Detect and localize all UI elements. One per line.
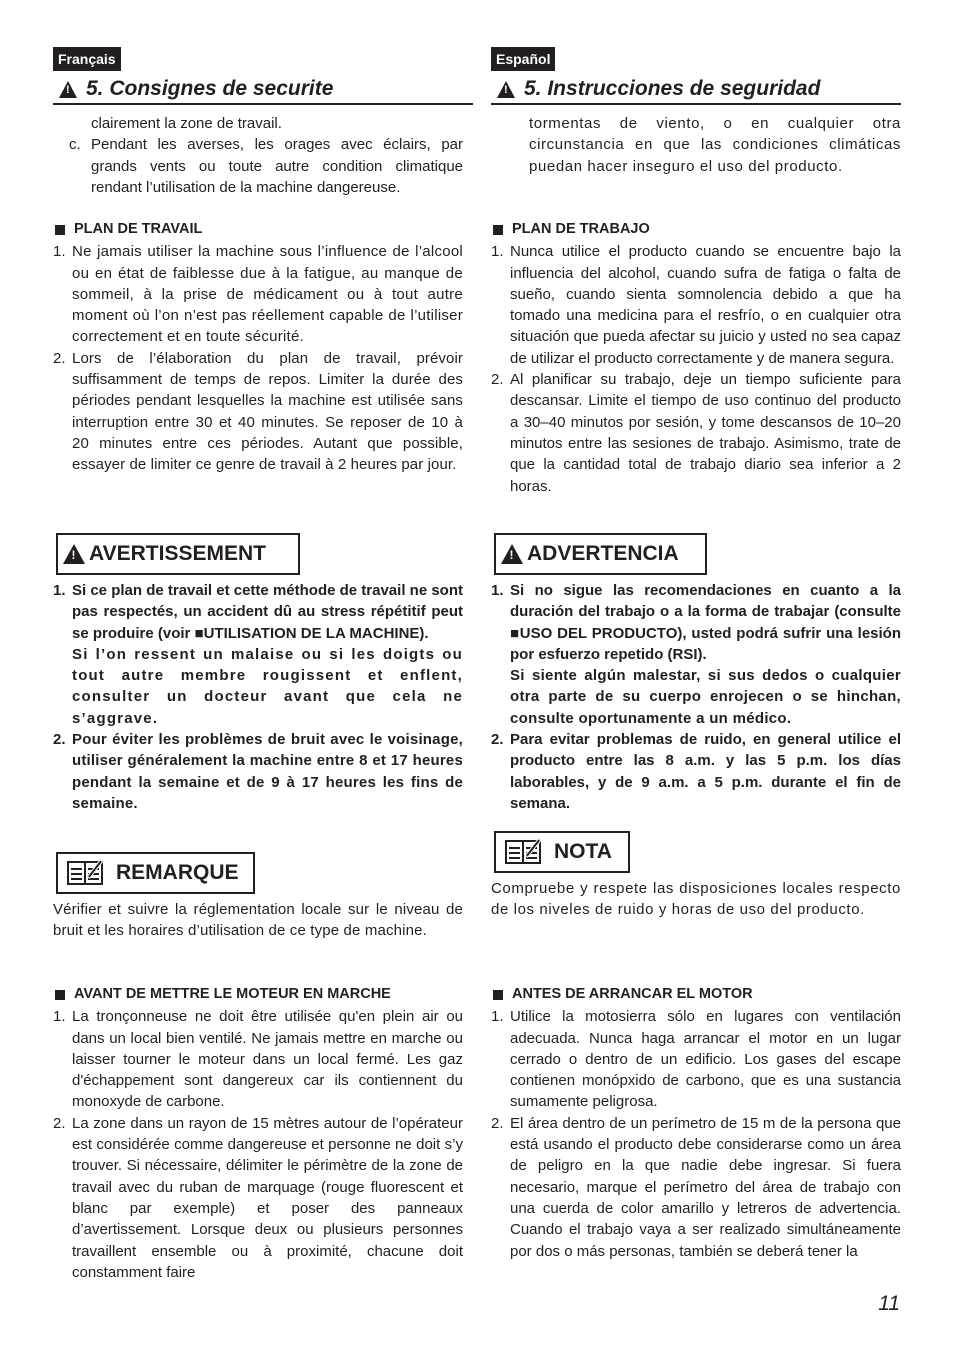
language-tag-french: Français (53, 47, 121, 71)
warning-label: ADVERTENCIA (527, 542, 679, 566)
warning-content (53, 580, 463, 814)
item-number: 1. (53, 582, 66, 599)
before-start-section (491, 984, 901, 1262)
square-bullet-icon (55, 225, 65, 235)
warning-triangle-icon (501, 544, 523, 564)
book-note-icon (505, 838, 545, 866)
list-item (53, 729, 463, 814)
list-item (53, 1006, 463, 1112)
intro-continuation: tormentas de viento, o en cualquier otra circunstancia en que las condiciones climáticas puedan hacer inseguro el uso del producto. (529, 115, 901, 175)
before-heading (53, 984, 463, 1005)
item-text: Si ce plan de travail et cette méthode de travail ne sont pas respectés, un accident dû au stress répétitif peut se produire (voir ■UTILISATION DE LA MACHINE). (72, 582, 463, 642)
section-title-french (53, 75, 473, 105)
list-item (491, 1006, 901, 1112)
book-note-icon (67, 859, 107, 887)
item-text: Utilice la motosierra sólo en lugares con ventilación adecuada. Nunca haga arrancar el motor en un lugar cerrado o dentro de un edificio. Los gases del escape contienen monópxido de carbono, que es una sustancia sumamente peligrosa. (510, 1008, 901, 1111)
item-number: 2. (491, 731, 504, 749)
page-number: 11 (878, 1292, 900, 1315)
list-item (491, 580, 901, 665)
warning-box (56, 533, 300, 575)
section-title-text: 5. Consignes de securite (86, 77, 334, 100)
list-item (491, 241, 901, 369)
list-item (53, 241, 463, 347)
item-number: 2. (53, 1114, 66, 1132)
warning-label: AVERTISSEMENT (89, 542, 266, 566)
warning-content (491, 580, 901, 814)
warning-triangle-icon (497, 81, 515, 98)
item-number: 2. (53, 731, 66, 749)
item-text: Ne jamais utiliser la machine sous l’influence de l’alcool ou en état de faiblesse due à la fatigue, au manque de sommeil, à la prise de médicament ou à tout autre moment où l’on n’est pas réellement capable de l’utiliser correctement et en toute sécurité. (72, 243, 463, 346)
item-letter: c. (69, 136, 81, 154)
item-text: La tronçonneuse ne doit être utilisée qu'en plein air ou dans un local bien ventilé. Ne jamais mettre en marche ou laisser tourner le moteur dans un local fermé. Les gaz d'échappement sont dangereux car ils contiennent du monoxyde de carbone. (72, 1008, 463, 1111)
item-number: 1. (491, 243, 504, 261)
plan-heading-text: PLAN DE TRAVAIL (74, 221, 203, 237)
list-item (491, 1113, 901, 1262)
section-title-text: 5. Instrucciones de seguridad (524, 77, 821, 100)
plan-heading-text: PLAN DE TRABAJO (512, 221, 650, 237)
note-text: Vérifier et suivre la réglementation locale sur le niveau de bruit et les horaires d’utilisation de ce type de machine. (53, 901, 463, 940)
item-text: Nunca utilice el producto cuando se encuentre bajo la influencia del alcohol, cuando sufra de fatiga o falta de sueño, cuando sienta somnolencia debido a que ha tomado una medicina para el resfrío, o en cualquier otra situación que pueda afectar su juicio y usted no sea capaz de utilizar el producto correctamente y de manera segura. (510, 243, 901, 367)
list-item (491, 729, 901, 814)
square-bullet-icon (493, 990, 503, 1000)
item-text: La zone dans un rayon de 15 mètres autour de l’opérateur est considérée comme dangereuse et personne ne doit s’y trouver. Si nécessaire, délimiter le périmètre de la zone de travail avec du ruban de marquage (rouge fluorescent et blanc par exemple) et poser des panneaux d’avertissement. Lorsque deux ou plusieurs personnes travaillent ensemble ou à proximité, chacune doit constamment faire (72, 1114, 463, 1281)
plan-heading (491, 219, 901, 240)
before-heading (491, 984, 901, 1005)
item-text: Lors de l’élaboration du plan de travail, prévoir suffisamment de temps de repos. Limiter la durée des périodes pendant lesquelles la machine est utilisée sans interruption entre 30 et 40 minutes. Se reposer de 10 à 20 minutes entre ces périodes. Autant que possible, essayer de limiter ce genre de travail à 2 heures par jour. (72, 349, 463, 474)
item-number: 2. (491, 371, 504, 389)
list-item (53, 1113, 463, 1283)
item-text: Para evitar problemas de ruido, en general utilice el producto entre las 8 a.m. y las 5 p.m. los días laborables, y de 9 a.m. a 5 p.m. durante el fin de semana. (510, 731, 901, 812)
plan-heading (53, 219, 463, 240)
before-start-section (53, 984, 463, 1283)
intro-item-c (53, 134, 463, 198)
item-number: 1. (491, 582, 504, 599)
section-title-spanish (491, 75, 901, 105)
note-text: Compruebe y respete las disposiciones locales respecto de los niveles de ruido y horas de uso del producto. (491, 880, 901, 919)
item-continuation: Si siente algún malestar, si sus dedos o cualquier otra parte de su cuerpo enrojecen o se hinchan, consulte oportunamente a un médico. (510, 667, 901, 727)
warning-triangle-icon (59, 81, 77, 98)
before-heading-text: AVANT DE METTRE LE MOTEUR EN MARCHE (74, 986, 391, 1002)
item-number: 1. (491, 1008, 504, 1026)
item-text: Si no sigue las recomendaciones en cuanto a la duración del trabajo o a la forma de trabajar (consulte ■USO DEL PRODUCTO), usted podrá sufrir una lesión por esfuerzo repetido (RSI). (510, 582, 901, 663)
item-text: Pour éviter les problèmes de bruit avec le voisinage, utiliser généralement la machine entre 8 et 17 heures pendant la semaine et de 9 à 17 heures les fins de semaine. (72, 731, 463, 812)
before-heading-text: ANTES DE ARRANCAR EL MOTOR (512, 986, 753, 1002)
item-continuation: Si l’on ressent un malaise ou si les doigts ou tout autre membre rougissent et enflent, consulter un docteur avant que cela ne s’aggrave. (72, 645, 463, 727)
list-item (491, 369, 901, 497)
item-number: 1. (53, 1008, 66, 1026)
plan-section (53, 219, 463, 476)
square-bullet-icon (493, 225, 503, 235)
item-number: 2. (491, 1114, 504, 1132)
square-bullet-icon (55, 990, 65, 1000)
list-item (53, 348, 463, 476)
language-tag-spanish: Español (491, 47, 555, 71)
list-item (53, 580, 463, 644)
item-text: Pendant les averses, les orages avec éclairs, par grands vents ou toute autre condition climatique rendant l’utilisation de la machine dangereuse. (91, 136, 463, 196)
item-number: 2. (53, 349, 66, 367)
intro-b-continuation: clairement la zone de travail. (91, 115, 282, 132)
warning-triangle-icon (63, 544, 85, 564)
plan-section (491, 219, 901, 497)
item-text: El área dentro de un perímetro de 15 m de la persona que está usando el producto debe considerarse como un área de peligro en la que nadie debe ingresar. Si fuera necesario, marque el perímetro del área de trabajo con una cuerda de color amarillo y letreros de advertencia. Cuando el trabajo vaya a ser realizado simultáneamente por dos o más personas, también se deberá tener la (510, 1114, 901, 1260)
item-number: 1. (53, 243, 66, 261)
item-text: Al planificar su trabajo, deje un tiempo suficiente para descansar. Limite el tiempo de uso continuo del producto a 30–40 minutos por sesión, y tome descansos de 10–20 minutos entre las sesiones de trabajo. Asimismo, trate de que la cantidad total de trabajo diario sea inferior a 2 horas. (510, 371, 901, 495)
warning-box (494, 533, 707, 575)
note-box (56, 852, 255, 894)
note-label: REMARQUE (116, 861, 239, 885)
note-label: NOTA (554, 840, 612, 864)
intro-continuation (53, 113, 463, 198)
note-box (494, 831, 630, 873)
